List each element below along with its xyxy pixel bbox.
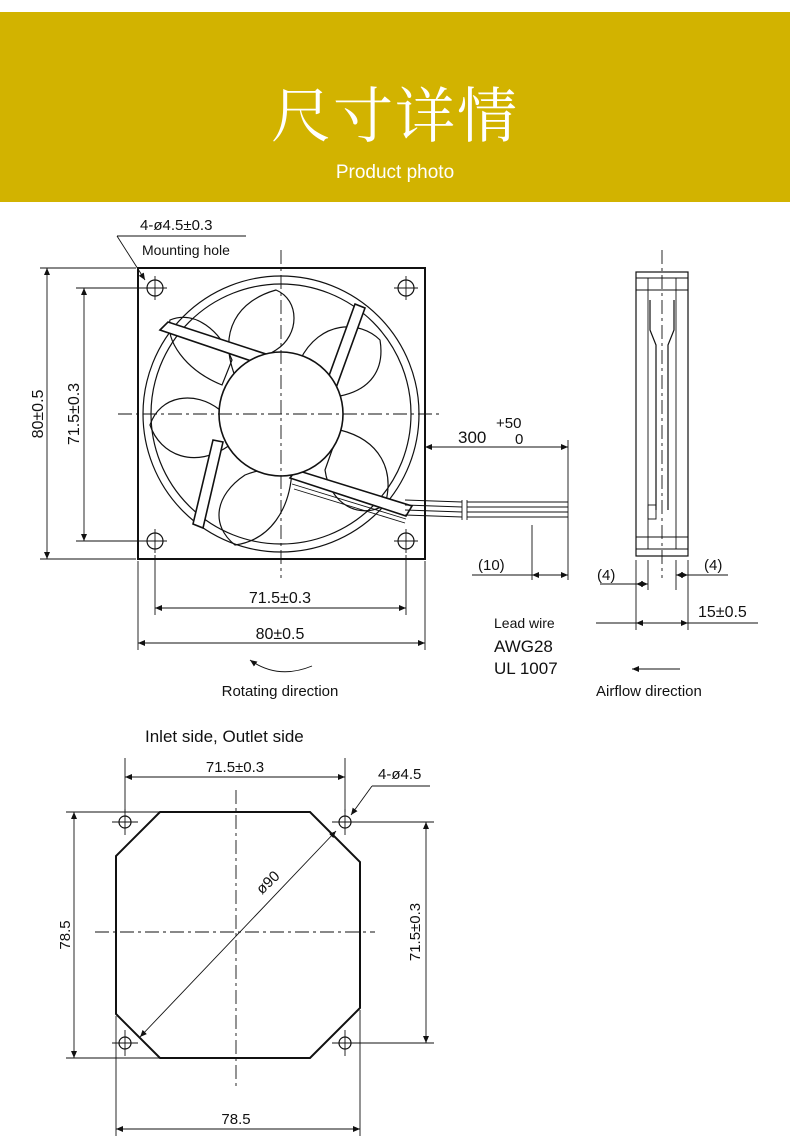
page-title: 尺寸详情 [271,82,519,152]
cable-length: 300 [458,428,487,447]
cutout-width-holes: 71.5±0.3 [205,759,265,776]
rotation-arrow [250,660,312,672]
page-subtitle: Product photo [335,162,455,183]
side-flange-left: (4) [597,567,616,584]
lead-wire-awg: AWG28 [494,637,553,656]
lead-cable [405,500,568,520]
front-view [30,217,568,700]
side-view [596,250,758,700]
cable-tol-minus: 0 [515,431,524,448]
cutout-height-opening: 78.5 [57,920,74,950]
side-depth: 15±0.5 [698,604,747,621]
airflow-direction-label: Airflow direction [596,683,702,700]
mounting-hole-label: Mounting hole [142,242,230,258]
cutout-width-opening: 78.5 [221,1111,251,1128]
cutout-view [57,727,434,1136]
front-height-overall: 80±0.5 [30,389,47,439]
front-width-overall: 80±0.5 [255,626,305,643]
lead-wire-ul: UL 1007 [494,659,558,678]
side-flange-right: (4) [704,557,723,574]
cutout-height-holes: 71.5±0.3 [407,902,424,962]
cutout-title: Inlet side, Outlet side [145,727,304,746]
front-height-holes: 71.5±0.3 [66,382,83,446]
strip-length: (10) [478,557,505,574]
cutout-outline [116,812,360,1058]
mounting-hole-spec: 4-ø4.5±0.3 [140,217,213,234]
rotating-direction-label: Rotating direction [221,683,339,700]
cable-tol-plus: +50 [496,415,522,432]
lead-wire-label: Lead wire [494,615,555,631]
front-width-holes: 71.5±0.3 [248,590,312,607]
cutout-diameter: ø90 [252,867,284,898]
cutout-hole-spec: 4-ø4.5 [378,766,422,783]
